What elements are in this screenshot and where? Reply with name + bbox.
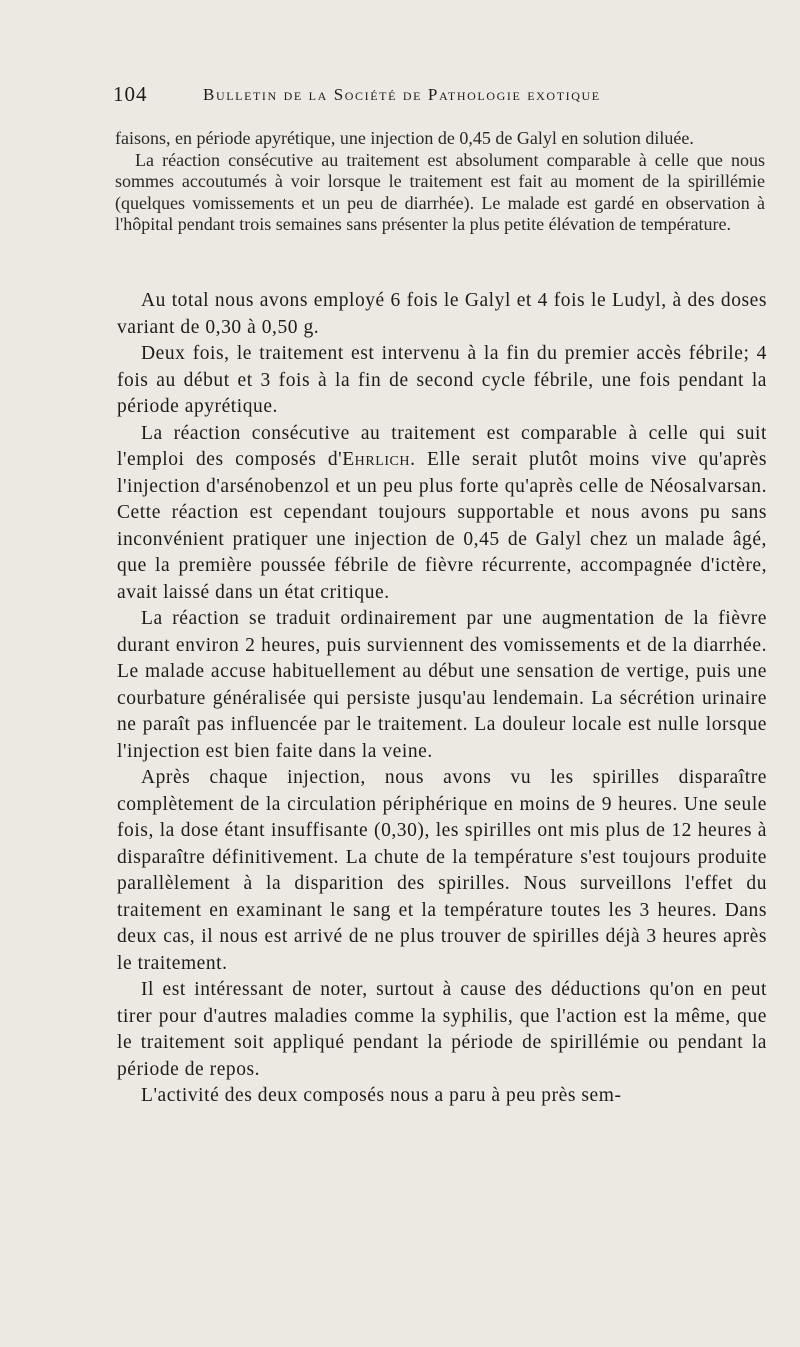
paragraph-text: Deux fois, le traitement est intervenu à la fin du premier accès fébrile; 4 fois au début et 3 fois à la fin de second cycle fébrile, une fois pendant la période apyrétique.: [117, 343, 767, 417]
author-name: Ehrlich: [342, 449, 411, 470]
paragraph: L'activité des deux composés nous a paru à peu près sem-: [141, 1085, 622, 1106]
paragraph: Après chaque injection, nous avons vu les spirilles disparaître complètement de la circulation périphérique en moins de 9 heures. Une seule fois, la dose étant insuffisante (0,30), les spirilles ont mis plus de 12 heures à disparaître définitivement. La chute de la température s'est toujours produite parallèlement à la disparition des spirilles. Nous surveillons l'effet du traitement en examinant le sang et la température toutes les 3 heures. Dans deux cas, il nous est arrivé de ne plus trouver de spirilles déjà 3 heures après le traitement.: [117, 767, 767, 974]
paragraph: La réaction se traduit ordinairement par une augmentation de la fièvre durant environ 2 heures, puis surviennent des vomissements et de la diarrhée. Le malade accuse habituellement au début une sensation de vertige, puis une courbature généralisée qui persiste jusqu'au lendemain. La sécrétion urinaire ne paraît pas influencée par le traitement. La douleur locale est nulle lorsque l'injection est bien faite dans la veine.: [117, 608, 767, 762]
page-number: 104: [113, 82, 148, 106]
note-paragraph: La réaction consécutive au traitement est absolument comparable à celle que nous sommes accoutumés à voir lorsque le traitement est fait au moment de la spirillémie (quelques vomissements et un peu de diarrhée). Le malade est gardé en observation à l'hôpital pendant trois semaines sans présenter la plus petite élévation de température.: [115, 149, 765, 235]
paragraph-text: . Elle serait plutôt moins vive qu'après l'injection d'arsénobenzol et un peu plus forte qu'après celle de Néosalvarsan. Cette réaction est cependant toujours supportable et nous avons pu sans inconvénient pratiquer une injection de 0,45 de Galyl chez un malade âgé, que la première poussée fébrile de fièvre récurrente, accompagnée d'ictère, avait laissé dans un état critique.: [117, 449, 767, 603]
paragraph-text: La réaction consécutive au traitement est comparable à celle qui suit l'emploi des composés d': [117, 422, 767, 470]
body-text: [117, 288, 767, 1110]
running-title: Bulletin de la Société de Pathologie exotique: [203, 85, 601, 104]
page-header: [113, 82, 673, 112]
paragraph: [117, 341, 767, 421]
note-paragraph: faisons, en période apyrétique, une injection de 0,45 de Galyl en solution diluée.: [115, 128, 694, 148]
paragraph: Au total nous avons employé 6 fois le Galyl et 4 fois le Ludyl, à des doses variant de 0,30 à 0,50 g.: [117, 290, 767, 338]
paragraph: [117, 421, 767, 607]
case-note: [115, 128, 765, 236]
paragraph: Il est intéressant de noter, surtout à cause des déductions qu'on en peut tirer pour d'autres maladies comme la syphilis, que l'action est la même, que le traitement soit appliqué pendant la période de spirillémie ou pendant la période de repos.: [117, 979, 767, 1080]
